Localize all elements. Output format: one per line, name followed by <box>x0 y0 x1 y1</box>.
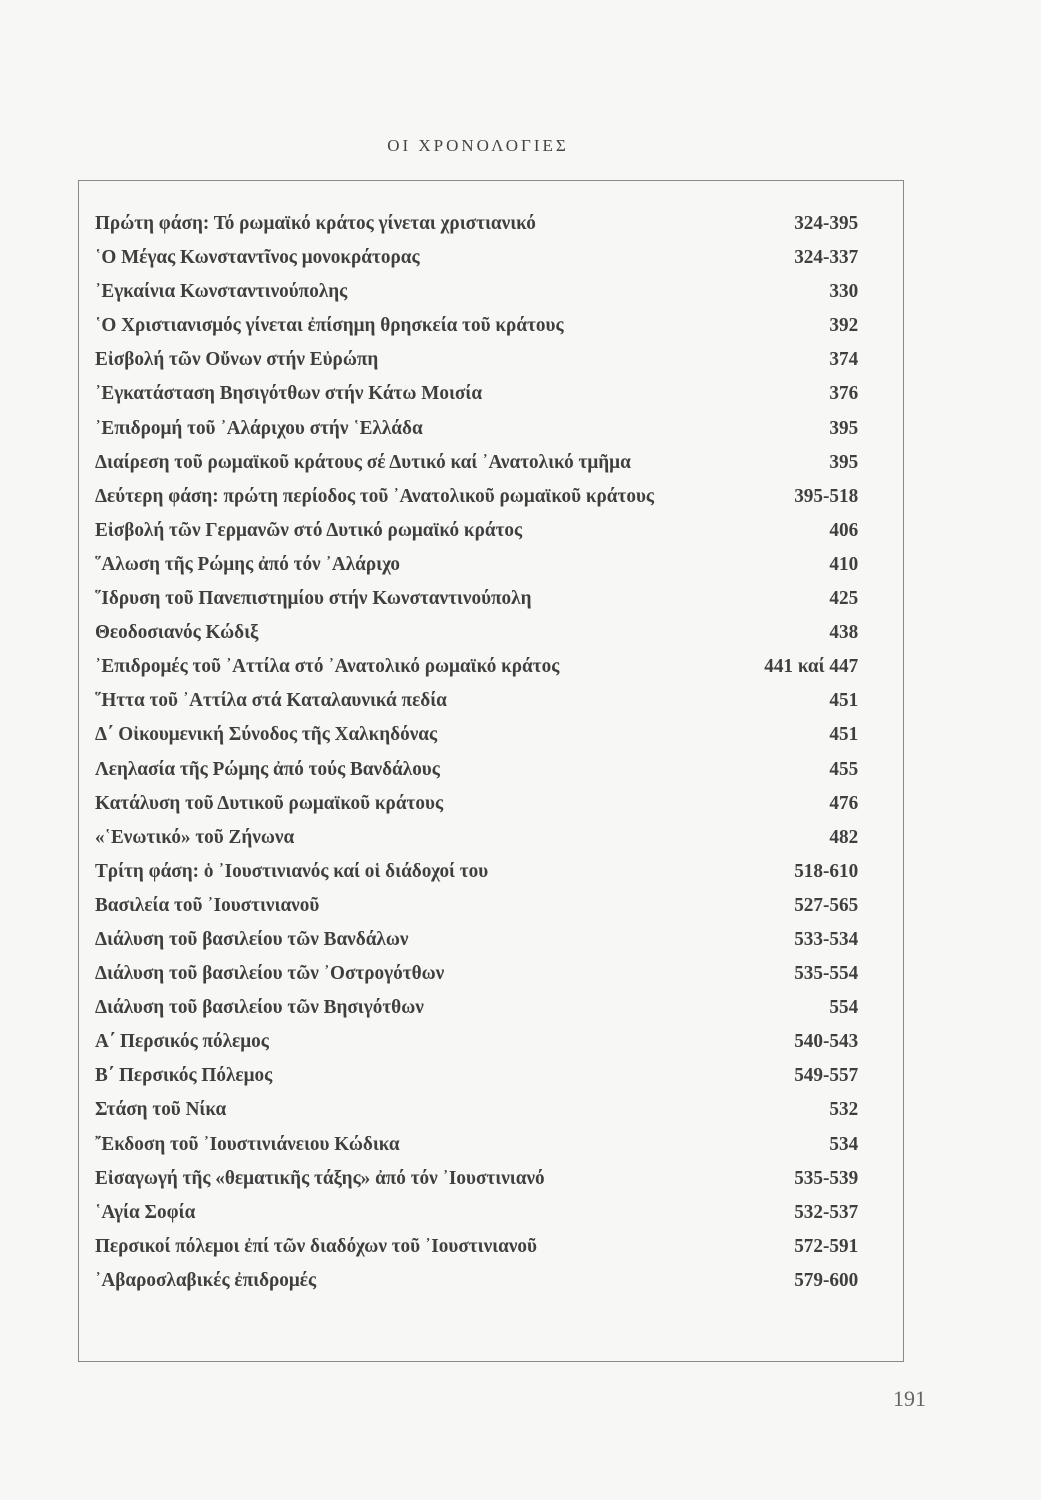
chronology-entry <box>95 689 858 723</box>
chronology-entry <box>95 996 858 1030</box>
event-date: 549-557 <box>794 1064 859 1087</box>
event-date: 534 <box>829 1132 859 1155</box>
event-label: ᾿Εγκατάσταση Βησιγότθων στήν Κάτω Μοισία <box>95 382 483 405</box>
page-number: 191 <box>893 1386 926 1411</box>
event-date: 455 <box>829 757 859 780</box>
chronology-entry <box>95 519 858 553</box>
event-date: 579-600 <box>794 1268 859 1291</box>
chronology-entry <box>95 1030 858 1064</box>
chronology-entry <box>95 451 858 485</box>
event-date: 476 <box>829 791 859 814</box>
event-label: Εἰσβολή τῶν Γερμανῶν στό Δυτικό ρωμαϊκό κράτος <box>95 518 523 541</box>
event-date: 518-610 <box>794 859 859 882</box>
event-label: Δεύτερη φάση: πρώτη περίοδος τοῦ ᾿Ανατολικοῦ ρωμαϊκοῦ κράτους <box>95 484 655 507</box>
event-label: Διάλυση τοῦ βασιλείου τῶν Βησιγότθων <box>95 996 424 1019</box>
event-date: 572-591 <box>794 1234 859 1257</box>
event-date: 374 <box>829 348 859 371</box>
chronology-entry <box>95 1064 858 1098</box>
event-label: Β΄ Περσικός Πόλεμος <box>95 1064 273 1087</box>
chronology-entry <box>95 382 858 416</box>
chronology-entry <box>95 485 858 519</box>
event-date: 392 <box>829 314 859 337</box>
page-title: ΟΙ ΧΡΟΝΟΛΟΓΙΕΣ <box>387 136 569 155</box>
chronology-entry <box>95 1201 858 1235</box>
event-label: ῞Ηττα τοῦ ᾿Αττίλα στά Καταλαυνικά πεδία <box>95 689 447 712</box>
event-date: 451 <box>829 689 859 712</box>
event-label: «῾Ενωτικό» τοῦ Ζήνωνα <box>95 825 295 848</box>
event-label: Διάλυση τοῦ βασιλείου τῶν Βανδάλων <box>95 927 409 950</box>
event-date: 425 <box>829 587 859 610</box>
event-label: Κατάλυση τοῦ Δυτικοῦ ρωμαϊκοῦ κράτους <box>95 791 444 814</box>
chronology-entry <box>95 723 858 757</box>
chronology-entry <box>95 894 858 928</box>
chronology-entry <box>95 1098 858 1132</box>
event-date: 324-395 <box>794 212 859 234</box>
event-date: 410 <box>829 552 859 575</box>
event-label: Περσικοί πόλεμοι ἐπί τῶν διαδόχων τοῦ ᾿Ιουστινιανοῦ <box>95 1234 537 1257</box>
event-label: ᾿Επιδρομή τοῦ ᾿Αλάριχου στήν ῾Ελλάδα <box>95 416 423 439</box>
event-date: 554 <box>829 996 859 1019</box>
chronology-list <box>95 212 890 1303</box>
chronology-entry <box>95 212 858 246</box>
event-date: 482 <box>829 825 859 848</box>
event-date: 330 <box>829 280 859 303</box>
chronology-entry <box>95 1269 858 1303</box>
chronology-entry <box>95 758 858 792</box>
event-label: ῞Ιδρυση τοῦ Πανεπιστημίου στήν Κωνσταντινούπολη <box>95 587 532 610</box>
event-label: Εἰσβολή τῶν Οὔνων στήν Εὐρώπη <box>95 348 379 371</box>
event-label: Διαίρεση τοῦ ρωμαϊκοῦ κράτους σέ Δυτικό καί ᾿Ανατολικό τμῆμα <box>95 450 631 473</box>
event-label: ᾿Εγκαίνια Κωνσταντινούπολης <box>95 280 348 303</box>
event-label: Διάλυση τοῦ βασιλείου τῶν ᾿Οστρογότθων <box>95 962 445 985</box>
event-date: 540-543 <box>794 1030 859 1053</box>
event-label: ᾿Επιδρομές τοῦ ᾿Αττίλα στό ᾿Ανατολικό ρωμαϊκό κράτος <box>95 655 560 678</box>
event-date: 406 <box>829 518 859 541</box>
chronology-entry <box>95 928 858 962</box>
chronology-entry <box>95 314 858 348</box>
chronology-entry <box>95 962 858 996</box>
chronology-entry <box>95 1133 858 1167</box>
chronology-entry <box>95 860 858 894</box>
event-date: 376 <box>829 382 859 405</box>
event-label: Α΄ Περσικός πόλεμος <box>95 1030 269 1053</box>
chronology-entry <box>95 587 858 621</box>
event-date: 395-518 <box>794 484 859 507</box>
event-label: Τρίτη φάση: ὁ ᾿Ιουστινιανός καί οἱ διάδοχοί του <box>95 859 489 882</box>
event-date: 532-537 <box>794 1200 859 1223</box>
chronology-entry <box>95 553 858 587</box>
event-date: 438 <box>829 621 859 644</box>
event-date: 395 <box>829 416 859 439</box>
event-date: 535-539 <box>794 1166 859 1189</box>
chronology-entry <box>95 1235 858 1269</box>
chronology-entry <box>95 792 858 826</box>
event-label: Βασιλεία τοῦ ᾿Ιουστινιανοῦ <box>95 893 320 916</box>
chronology-entry <box>95 621 858 655</box>
event-label: ᾿Αβαροσλαβικές ἐπιδρομές <box>95 1268 317 1291</box>
event-label: Λεηλασία τῆς Ρώμης ἀπό τούς Βανδάλους <box>95 757 440 780</box>
event-label: Εἰσαγωγή τῆς «θεματικῆς τάξης» ἀπό τόν ᾿Ιουστινιανό <box>95 1166 545 1189</box>
event-label: ῾Ο Χριστιανισμός γίνεται ἐπίσημη θρησκεία τοῦ κράτους <box>95 314 564 337</box>
chronology-entry <box>95 826 858 860</box>
event-date: 395 <box>829 450 859 473</box>
chronology-entry <box>95 1167 858 1201</box>
event-label: ῾Ο Μέγας Κωνσταντῖνος μονοκράτορας <box>95 246 420 269</box>
event-label: ῎Εκδοση τοῦ ᾿Ιουστινιάνειου Κώδικα <box>95 1132 400 1155</box>
event-label: ῾Αγία Σοφία <box>95 1200 196 1223</box>
event-label: Θεοδοσιανός Κώδιξ <box>95 621 259 644</box>
event-date: 532 <box>829 1098 859 1121</box>
event-date: 451 <box>829 723 859 746</box>
event-label: Πρώτη φάση: Τό ρωμαϊκό κράτος γίνεται χριστιανικό <box>95 212 536 234</box>
chronology-entry <box>95 246 858 280</box>
event-date: 527-565 <box>794 893 859 916</box>
chronology-entry <box>95 417 858 451</box>
event-date: 533-534 <box>794 927 859 950</box>
chronology-entry <box>95 655 858 689</box>
chronology-entry <box>95 280 858 314</box>
event-date: 324-337 <box>794 246 859 269</box>
chronology-entry <box>95 348 858 382</box>
event-label: Στάση τοῦ Νίκα <box>95 1098 227 1121</box>
event-label: Δ΄ Οἰκουμενική Σύνοδος τῆς Χαλκηδόνας <box>95 723 438 746</box>
event-date: 535-554 <box>794 962 859 985</box>
event-date: 441 καί 447 <box>764 655 859 678</box>
event-label: ῞Αλωση τῆς Ρώμης ἀπό τόν ᾿Αλάριχο <box>95 552 400 575</box>
